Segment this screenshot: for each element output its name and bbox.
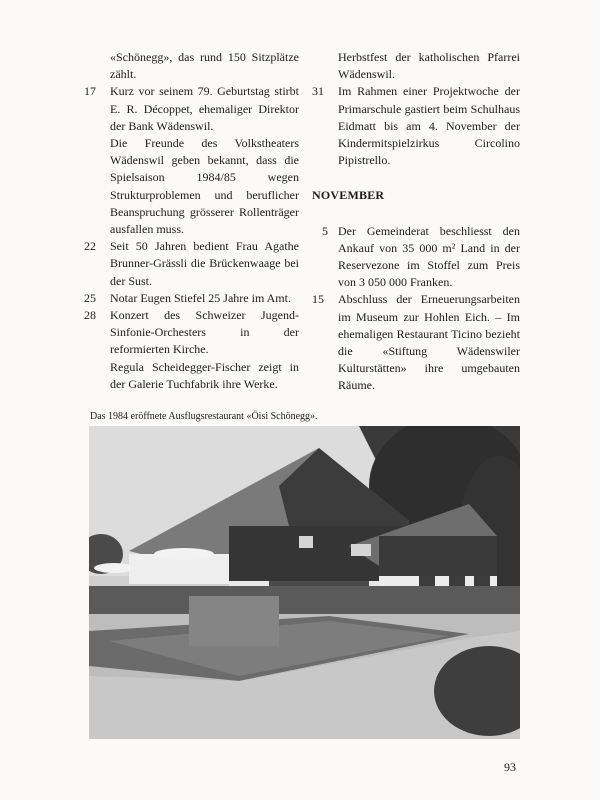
- entry-5: [312, 223, 520, 292]
- entry-text: Notar Eugen Stiefel 25 Jahre im Amt.: [110, 290, 291, 305]
- right-column: [312, 49, 520, 395]
- continuation-text: Herbstfest der katholischen Pfarrei Wädenswil.: [338, 50, 520, 82]
- entry-17: [84, 83, 299, 238]
- entry-day: 28: [84, 308, 96, 323]
- entry-day: 31: [312, 84, 324, 99]
- entry-text: Kurz vor seinem 79. Geburtstag stirbt E. R. Décoppet, ehemaliger Direktor der Bank Wädenswil.: [110, 84, 299, 133]
- page-number: 93: [504, 760, 516, 774]
- entry-31: [312, 83, 520, 169]
- restaurant-photo: [89, 426, 520, 739]
- entry-22: [84, 238, 299, 290]
- continuation-text: «Schönegg», das rund 150 Sitzplätze zählt.: [110, 50, 299, 82]
- entry-text: Abschluss der Erneuerungsarbeiten im Museum zur Hohlen Eich. – Im ehemaligen Restaurant Ticino bezieht die «Stiftung Wädenswiler Kulturstätten» ihre umgebauten Räume.: [338, 292, 520, 393]
- entry-day: 22: [84, 239, 96, 254]
- entry-text: Im Rahmen einer Projektwoche der Primarschule gastiert beim Schulhaus Eidmatt bis am 4. November der Kindermitspielzirkus Circolino Pipistrello.: [338, 84, 520, 168]
- entry-15: [312, 291, 520, 394]
- entry-day: 17: [84, 84, 96, 99]
- entry-text: Die Freunde des Volkstheaters Wädenswil geben bekannt, dass die Spielsaison 1984/85 wegen Strukturproblemen und beruflicher Beanspruchung grösserer Rollenträger ausfallen muss.: [110, 136, 299, 237]
- entry-text: Regula Scheidegger-Fischer zeigt in der Galerie Tuchfabrik ihre Werke.: [110, 359, 299, 391]
- entry-text: Seit 50 Jahren bedient Frau Agathe Brunner-Grässli die Brückenwaage bei der Sust.: [110, 239, 299, 288]
- month-heading: NOVEMBER: [312, 188, 385, 203]
- entry-day: 15: [312, 292, 324, 307]
- left-column: [84, 49, 299, 393]
- entry-28: [84, 307, 299, 393]
- entry-day: 25: [84, 290, 96, 305]
- entry-text: Der Gemeinderat beschliesst den Ankauf von 35 000 m² Land in der Reservezone im Stoffel zum Preis von 3 050 000 Franken.: [338, 223, 520, 290]
- entry-25: [84, 290, 299, 307]
- entry-day: 5: [322, 223, 328, 238]
- photo-caption: Das 1984 eröffnete Ausflugsrestaurant «Öisi Schönegg».: [90, 411, 318, 422]
- entry-text: Konzert des Schweizer Jugend-Sinfonie-Orchesters in der reformierten Kirche.: [110, 308, 299, 357]
